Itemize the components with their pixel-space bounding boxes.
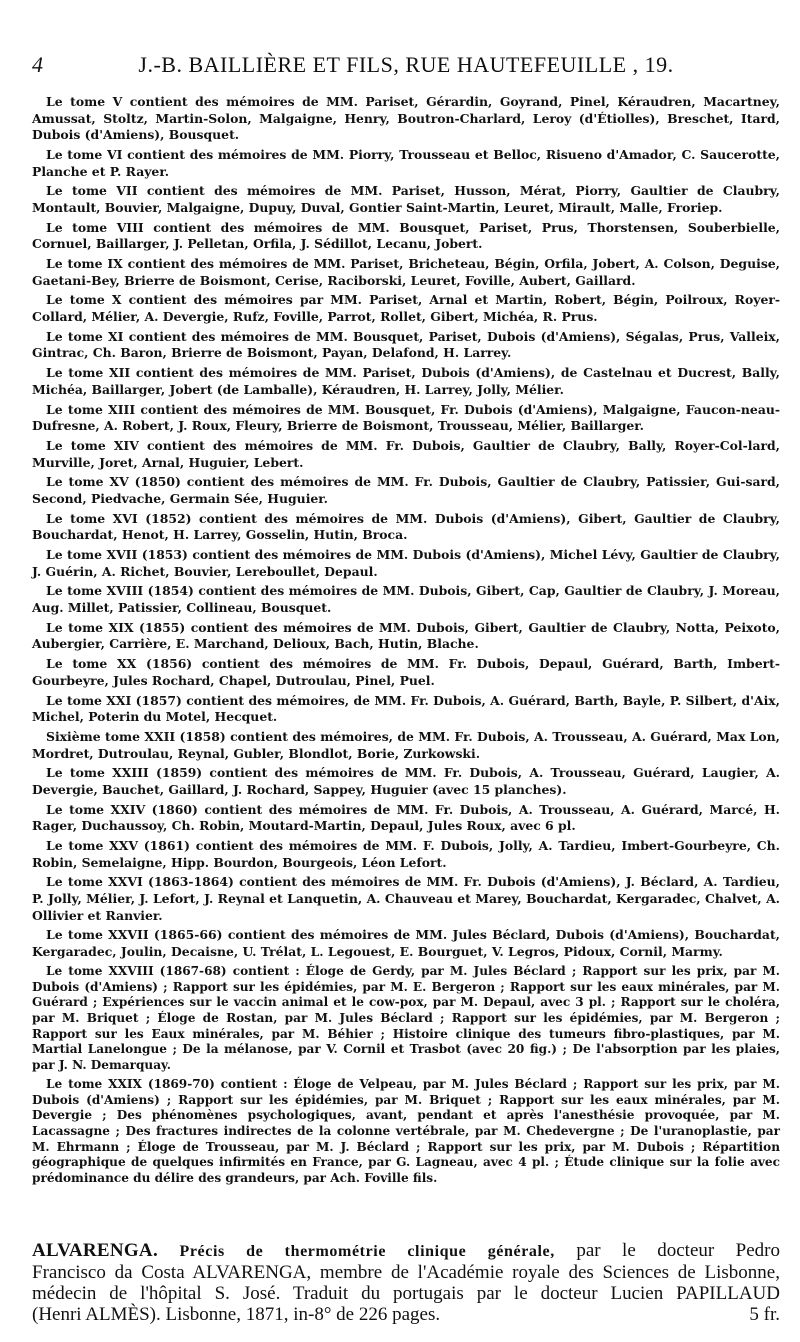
- advert-title: Précis de thermométrie clinique générale,: [179, 1243, 555, 1260]
- volume-entry: Le tome XXI (1857) contient des mémoires, de MM. Fr. Dubois, A. Guérard, Barth, Bayle, P. Silbert, d'Aix, Michel, Poterin du Motel, Hecquet.: [32, 692, 780, 725]
- volume-entry: Le tome XVI (1852) contient des mémoires de MM. Dubois (d'Amiens), Gibert, Gaultier de Claubry, Bouchardat, Henot, H. Larrey, Gosselin, Hutin, Broca.: [32, 510, 780, 543]
- volume-entry: Le tome V contient des mémoires de MM. Pariset, Gérardin, Goyrand, Pinel, Kéraudren, Macartney, Amussat, Stoltz, Martin-Solon, Malgaigne, Henry, Boutron-Charlard, Leroy (d'Étiolles), Breschet, Itard, Dubois (d'Amiens), Bousquet.: [32, 94, 780, 143]
- volume-entry-contents: Le tome XXVIII (1867-68) contient : Éloge de Gerdy, par M. Jules Béclard ; Rapport sur les prix, par M. Dubois (d'Amiens) ; Rapport sur les épidémies, par M. E. Bergeron ; Rapport sur les eaux minérales, par M. Guérard ; Expériences sur le vaccin animal et le cow-pox, par M. Depaul, avec 3 pl. ; Rapport sur le choléra, par M. Briquet ; Éloge de Rostan, par M. Jules Béclard ; Rapport sur les épidémies, par M. Bergeron ; Rapport sur les Eaux minérales, par M. Béhier ; Histoire clinique des tumeurs fibro-plastiques, par M. Martial Lanelongue ; De la mélanose, par V. Cornil et Trasbot (avec 20 fig.) ; De l'absorption par les plaies, par J. N. Demarquay.: [32, 963, 780, 1073]
- advert-line-3: médecin de l'hôpital S. José. Traduit du portugais par le docteur Lucien PAPILLAUD: [32, 1283, 780, 1304]
- publisher-suffix: ET FILS,: [312, 52, 406, 77]
- volume-list: [32, 94, 780, 1190]
- book-advertisement: [32, 1240, 780, 1325]
- publisher-street: RUE HAUTEFEUILLE: [405, 52, 627, 77]
- volume-entry: Le tome VI contient des mémoires de MM. Piorry, Trousseau et Belloc, Risueno d'Amador, C. Saucerotte, Planche et P. Rayer.: [32, 146, 780, 179]
- volume-entry: Le tome X contient des mémoires par MM. Pariset, Arnal et Martin, Robert, Bégin, Poilroux, Royer-Collard, Mélier, A. Devergie, Rufz, Foville, Parrot, Rollet, Gibert, Michéa, R. Prus.: [32, 292, 780, 325]
- advert-line-4: [32, 1304, 780, 1325]
- volume-entry: Le tome XX (1856) contient des mémoires de MM. Fr. Dubois, Depaul, Guérard, Barth, Imbert-Gourbeyre, Jules Rochard, Chapel, Dutroulau, Pinel, Puel.: [32, 656, 780, 688]
- publisher-street-number: , 19.: [632, 52, 674, 77]
- volume-entry: Le tome VIII contient des mémoires de MM. Bousquet, Pariset, Prus, Thorstensen, Souberbielle, Cornuel, Baillarger, J. Pelletan, Orfila, J. Sédillot, Lecanu, Jobert.: [32, 219, 780, 252]
- volume-entry: Le tome XXIII (1859) contient des mémoires de MM. Fr. Dubois, A. Trousseau, Guérard, Laugier, A. Devergie, Bauchet, Gaillard, J. Rochard, Sappey, Huguier (avec 15 planches).: [32, 765, 780, 797]
- volume-entry: Le tome XIV contient des mémoires de MM. Fr. Dubois, Gaultier de Claubry, Bally, Royer-Col-lard, Murville, Joret, Arnal, Huguier, Lebert.: [32, 437, 780, 470]
- volume-entry: Le tome XXV (1861) contient des mémoires de MM. F. Dubois, Jolly, A. Tardieu, Imbert-Gourbeyre, Ch. Robin, Semelaigne, Hipp. Bourdon, Bourgeois, Léon Lefort.: [32, 838, 780, 870]
- volume-entry: Le tome XV (1850) contient des mémoires de MM. Fr. Dubois, Gaultier de Claubry, Patissier, Gui-sard, Second, Piedvache, Germain Sée, Huguier.: [32, 474, 780, 506]
- volume-entry: Le tome VII contient des mémoires de MM. Pariset, Husson, Mérat, Piorry, Gaultier de Claubry, Montault, Bouvier, Malgaigne, Dupuy, Duval, Gontier Saint-Martin, Leuret, Mirault, Malle, Froriep.: [32, 183, 780, 215]
- volume-entry: Le tome XVIII (1854) contient des mémoires de MM. Dubois, Gibert, Cap, Gaultier de Claubry, J. Moreau, Aug. Millet, Patissier, Collineau, Bousquet.: [32, 583, 780, 616]
- volume-entry-contents: Le tome XXIX (1869-70) contient : Éloge de Velpeau, par M. Jules Béclard ; Rapport sur les prix, par M. Dubois (d'Amiens) ; Rapport sur les épidémies, par M. Briquet ; Rapport sur les eaux minérales, par M. Devergie ; Des phénomènes psychologiques, avant, pendant et après l'anesthésie provoquée, par M. Lacassagne ; Des fractures indirectes de la colonne vertébrale, par M. Chedevergne ; De l'uranoplastie, par M. Ehrmann ; Éloge de Trousseau, par M. J. Béclard ; Rapport sur les prix, par M. Dubois ; Répartition géographique de quelques infirmités en France, par G. Lagneau, avec 4 pl. ; Étude clinique sur la folie avec prédominance du délire des grandeurs, par Ach. Foville fils.: [32, 1076, 780, 1186]
- page-number: 4: [32, 52, 44, 77]
- running-head: [32, 52, 780, 78]
- volume-entry: Le tome XXVI (1863-1864) contient des mémoires de MM. Fr. Dubois (d'Amiens), J. Béclard, A. Tardieu, P. Jolly, Mélier, J. Lefort, J. Reynal et Lanquetin, A. Chauveau et Marey, Bouchardat, Kergaradec, Chalvet, A. Ollivier et Ranvier.: [32, 874, 780, 923]
- volume-entry: Le tome XXIV (1860) contient des mémoires de MM. Fr. Dubois, A. Trousseau, A. Guérard, Marcé, H. Rager, Duchaussoy, Ch. Robin, Moutard-Martin, Depaul, Jules Roux, avec 6 pl.: [32, 801, 780, 834]
- volume-entry: Le tome IX contient des mémoires de MM. Pariset, Bricheteau, Bégin, Orfila, Jobert, A. Colson, Deguise, Gaetani-Bey, Brierre de Boismont, Cerise, Raciborski, Leuret, Foville, Aubert, Gaillard.: [32, 256, 780, 288]
- advert-imprint: (Henri ALMÈS). Lisbonne, 1871, in-8° de 226 pages.: [32, 1304, 441, 1325]
- advert-line-1: [32, 1240, 780, 1262]
- document-page: [32, 46, 781, 1325]
- advert-author: ALVARENGA.: [32, 1240, 159, 1261]
- advert-line-2: Francisco da Costa ALVARENGA, membre de l'Académie royale des Sciences de Lisbonne,: [32, 1262, 780, 1283]
- volume-entry: Le tome XIX (1855) contient des mémoires de MM. Dubois, Gibert, Gaultier de Claubry, Notta, Peixoto, Aubergier, Carrière, E. Marchand, Delioux, Bach, Hutin, Blache.: [32, 619, 780, 652]
- volume-entry: Le tome XVII (1853) contient des mémoires de MM. Dubois (d'Amiens), Michel Lévy, Gaultier de Claubry, J. Guérin, A. Richet, Bouvier, Lereboullet, Depaul.: [32, 547, 780, 579]
- advert-line-1-rest: par le docteur Pedro: [576, 1240, 781, 1261]
- advert-price: 5 fr.: [749, 1304, 780, 1325]
- volume-entry: Le tome XXVII (1865-66) contient des mémoires de MM. Jules Béclard, Dubois (d'Amiens), Bouchardat, Kergaradec, Joulin, Decaisne, U. Trélat, L. Legouest, E. Bourguet, V. Legros, Pidoux, Cornil, Marmy.: [32, 927, 780, 960]
- volume-entry: Sixième tome XXII (1858) contient des mémoires, de MM. Fr. Dubois, A. Trousseau, A. Guérard, Max Lon, Mordret, Dutroulau, Reynal, Gubler, Blondlot, Borie, Zurkowski.: [32, 728, 780, 761]
- volume-entry: Le tome XIII contient des mémoires de MM. Bousquet, Fr. Dubois (d'Amiens), Malgaigne, Faucon-neau-Dufresne, A. Robert, J. Roux, Fleury, Brierre de Boismont, Trousseau, Mélier, Baillarger.: [32, 401, 780, 434]
- page-header: [32, 46, 780, 82]
- volume-entry: Le tome XI contient des mémoires de MM. Bousquet, Pariset, Dubois (d'Amiens), Ségalas, Prus, Valleix, Gintrac, Ch. Baron, Brierre de Boismont, Payan, Delafond, H. Larrey.: [32, 328, 780, 361]
- publisher-name: J.-B. BAILLIÈRE: [138, 52, 307, 77]
- volume-entry: Le tome XII contient des mémoires de MM. Pariset, Dubois (d'Amiens), de Castelnau et Ducrest, Bally, Michéa, Baillarger, Jobert (de Lamballe), Kéraudren, H. Larrey, Jolly, Mélier.: [32, 365, 780, 397]
